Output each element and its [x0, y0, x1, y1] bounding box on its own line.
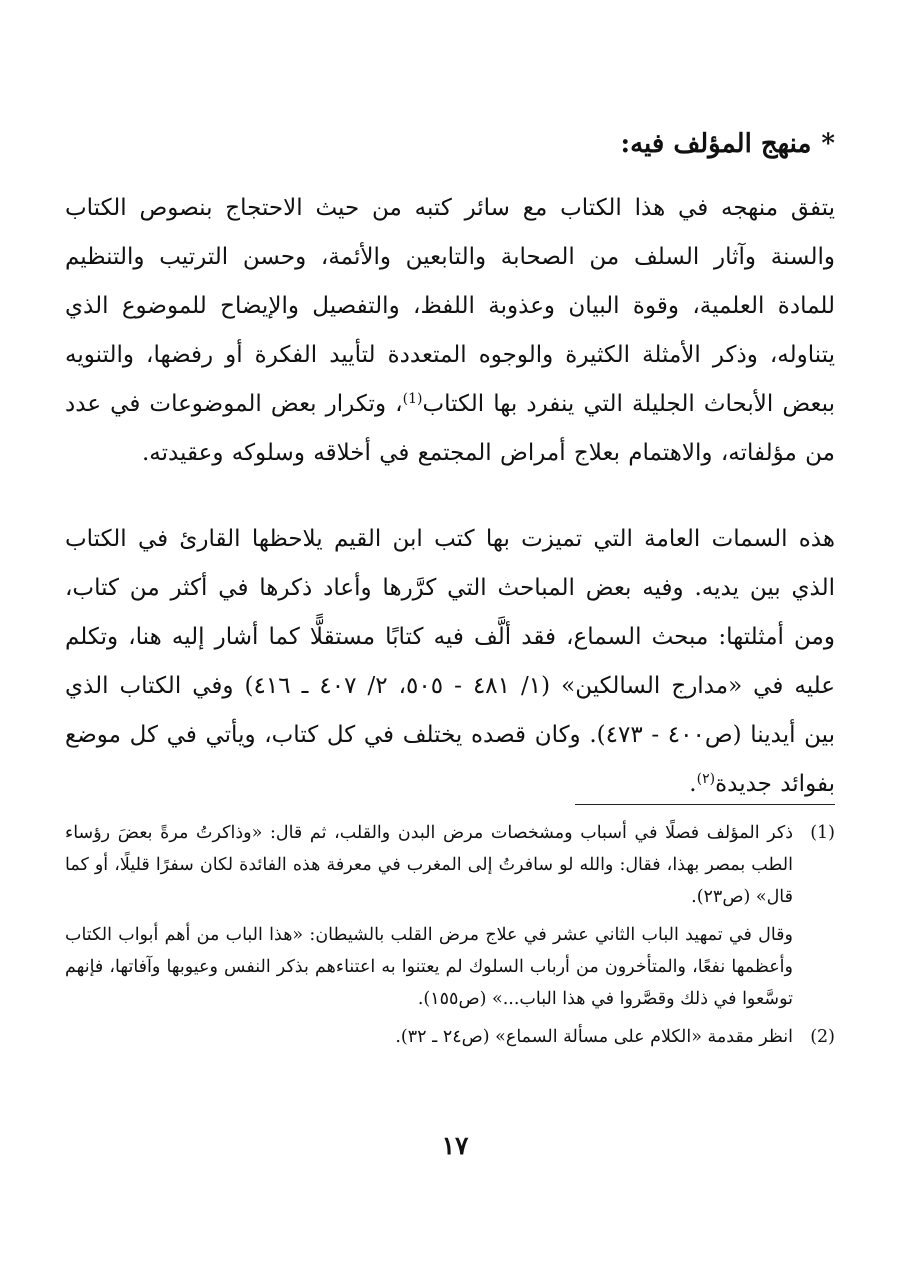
footnote-reference-2[interactable]: (٢): [696, 771, 716, 787]
section-heading: [65, 122, 835, 166]
footnote-1-body: [65, 817, 793, 1015]
asterisk-icon: *: [821, 129, 835, 159]
footnote-1: [65, 817, 835, 1015]
footnote-2-paragraph-1: انظر مقدمة «الكلام على مسألة السماع» (ص٢٤ ـ ٣٢).: [395, 1027, 793, 1047]
footnotes-section: [65, 817, 835, 1053]
footnote-1-number: (1): [810, 823, 835, 843]
paragraph-2-text-end: .: [689, 771, 697, 797]
footnote-2-number: (2): [810, 1027, 835, 1047]
footnote-1-paragraph-1: ذكر المؤلف فصلًا في أسباب ومشخصات مرض البدن والقلب، ثم قال: «وذاكرتُ مرةً بعضَ رؤساء الطب بمصر بهذا، فقال: والله لو سافرتُ إلى المغرب في معرفة هذه الفائدة لكان سفرًا قليلًا، أو كما قال» (ص٢٣).: [65, 823, 793, 907]
footnote-1-paragraph-2: وقال في تمهيد الباب الثاني عشر في علاج مرض القلب بالشيطان: «هذا الباب من أهم أبواب الكتاب وأعظمها نفعًا، والمتأخرون من أرباب السلوك لم يعتنوا به اعتناءهم بذكر النفس وعيوبها وآفاتها، فإنهم توسَّعوا في ذلك وقصَّروا في هذا الباب...» (ص١٥٥).: [65, 925, 793, 1009]
page-number: ١٧: [441, 1131, 469, 1160]
paragraph-2-text-start: هذه السمات العامة التي تميزت بها كتب ابن القيم يلاحظها القارئ في الكتاب الذي بين يديه. وفيه بعض المباحث التي كرَّرها وأعاد ذكرها في أكثر من كتاب، ومن أمثلتها: مبحث السماع، فقد ألَّف فيه كتابًا مستقلًّا كما أشار إليه هنا، وتكلم عليه في «مدارج السالكين» (١/ ٤٨١ - ٥٠٥، ٢/ ٤٠٧ ـ ٤١٦) وفي الكتاب الذي بين أيدينا (ص٤٠٠ - ٤٧٣). وكان قصده يختلف في كل كتاب، ويأتي في كل موضع بفوائد جديدة: [65, 526, 835, 797]
body-paragraph-2: [65, 515, 835, 809]
paragraph-1-text-start: يتفق منهجه في هذا الكتاب مع سائر كتبه من حيث الاحتجاج بنصوص الكتاب والسنة وآثار السلف من الصحابة والتابعين والأئمة، وحسن الترتيب والتنظيم للمادة العلمية، وقوة البيان وعذوبة اللفظ، والتفصيل والإيضاح للموضوع الذي يتناوله، وذكر الأمثلة الكثيرة والوجوه المتعددة لتأييد الفكرة أو رفضها، والتنويه ببعض الأبحاث الجليلة التي ينفرد بها الكتاب: [65, 195, 835, 417]
footnote-2: [65, 1021, 835, 1053]
body-paragraph-1: [65, 184, 835, 478]
section-heading-text: منهج المؤلف فيه:: [620, 129, 812, 159]
footnote-2-body: [65, 1021, 793, 1053]
footnote-reference-1[interactable]: (1): [402, 391, 423, 407]
footnote-divider: [575, 804, 835, 805]
paragraph-1-text-end: ، وتكرار بعض الموضوعات في عدد من مؤلفاته، والاهتمام بعلاج أمراض المجتمع في أخلاقه وسلوكه وعقيدته.: [65, 391, 835, 466]
